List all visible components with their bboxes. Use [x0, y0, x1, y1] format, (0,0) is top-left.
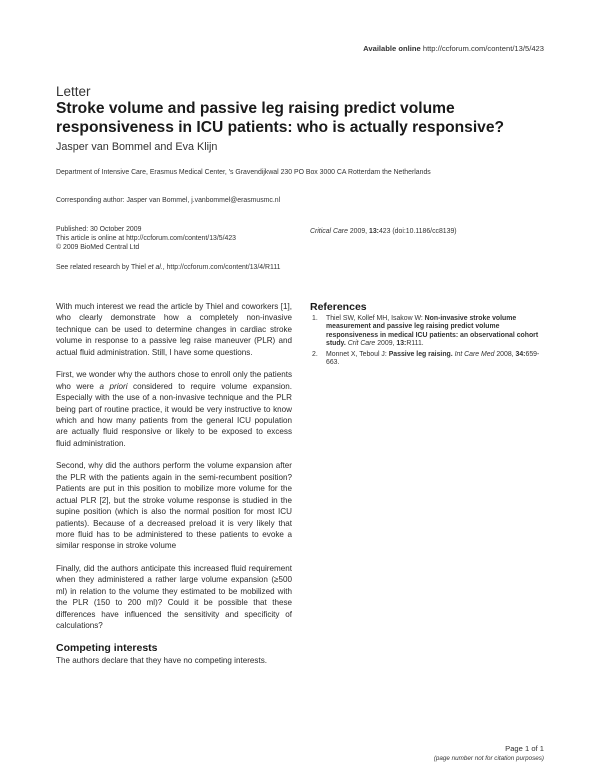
reference-journal: Int Care Med [454, 350, 495, 358]
page-note: (page number not for citation purposes) [433, 755, 544, 762]
reference-authors: Thiel SW, Kollef MH, Isakow W: [326, 315, 425, 322]
body-paragraph-1: With much interest we read the article by Thiel and coworkers [1], who clearly demonstrate how a completely non-invasive technique can be used to determine changes in cardiac stroke volume in response to a passive leg raise maneuver (PLR) and actual fluid administration. Still, I have some questions. [56, 302, 292, 357]
available-online [363, 44, 544, 53]
article-type: Letter [56, 84, 91, 99]
reference-item [310, 351, 546, 368]
available-online-url[interactable]: http://ccforum.com/content/13/5/423 [422, 44, 544, 53]
reference-volume: 34: [515, 350, 526, 358]
see-related-etal: et al. [147, 264, 163, 271]
reference-title: Passive leg raising. [388, 350, 453, 358]
references-heading: References [310, 301, 367, 313]
reference-year: 2008, [494, 350, 516, 358]
reference-volume: 13: [396, 340, 407, 348]
published-date: Published: 30 October 2009 [56, 226, 142, 233]
citation-rest: 423 (doi:10.1186/cc8139) [378, 228, 457, 235]
reference-authors: Monnet X, Teboul J: [326, 350, 389, 358]
page-footer [434, 744, 544, 764]
citation-volume: 13: [368, 228, 379, 235]
reference-year: 2009, [375, 340, 397, 348]
online-location: This article is online at http://ccforum.com/content/13/5/423 [56, 235, 237, 242]
citation-journal: Critical Care [310, 228, 348, 235]
reference-number: 2. [312, 350, 318, 358]
reference-pages: R111. [406, 340, 424, 348]
see-related-link[interactable]: , http://ccforum.com/content/13/4/R111 [162, 264, 281, 271]
body-paragraph-2 [56, 369, 292, 449]
body-paragraph-4: Finally, did the authors anticipate this increased fluid requirement when they administered a rather large volume expansion (≥500 ml) in relation to the volume they estimated to be mobilized with the PLR (150 to 200 ml)? Could it be possible that these differences have influenced the sensitivity and specificity of calculations? [56, 564, 292, 631]
a-priori-term: a priori [99, 381, 128, 391]
reference-pages: 659-663. [326, 350, 540, 367]
corresponding-author: Corresponding author: Jasper van Bommel, j.vanbommel@erasmusmc.nl [56, 197, 281, 204]
page-number: Page 1 of 1 [505, 744, 544, 753]
reference-item [310, 315, 546, 349]
citation [310, 228, 457, 235]
article-authors: Jasper van Bommel and Eva Klijn [56, 141, 218, 153]
body-paragraph-3: Second, why did the authors perform the volume expansion after the PLR with the patients again in the semi-recumbent position? Patients are put in this position to mobilize more volume for the actual PLR [2], but the stroke volume response is studied in the supine position (which is also the normal position for most ICU patients). Because of a decreased preload it is very likely that more fluid has to be administered to these patients to evoke a similar response in stroke volume [56, 461, 292, 551]
body-paragraph-2-start: First, we wonder why the authors chose to enroll only the patients who were [56, 370, 292, 391]
body-paragraph-2-end: considered to require volume expansion. Especially with the use of a non-invasive technique and the PLR being part of routine practice, it would be very instructive to know which and how many patients from the general ICU population are actually fluid responsive or likely to be exposed to excess fluid administration. [56, 381, 292, 448]
reference-title: Non-invasive stroke volume measurement and passive leg raising predict volume responsiveness in medical ICU patients: an observational cohort study. [326, 315, 539, 348]
see-related-prefix: See related research by Thiel [56, 264, 148, 271]
affiliation: Department of Intensive Care, Erasmus Medical Center, 's Gravendijkwal 230 PO Box 3000 CA Rotterdam the Netherlands [56, 169, 431, 176]
available-online-label: Available online [363, 44, 421, 53]
references-column [310, 301, 546, 369]
references-list [310, 315, 546, 367]
copyright: © 2009 BioMed Central Ltd [56, 244, 140, 251]
body-column [56, 301, 292, 667]
see-related [56, 264, 280, 271]
reference-journal: Crit Care [347, 340, 376, 348]
publication-info [56, 225, 236, 252]
article-title: Stroke volume and passive leg raising predict volume responsiveness in ICU patients: who is actually responsive? [56, 100, 505, 136]
competing-interests-text: The authors declare that they have no competing interests. [56, 656, 268, 666]
reference-number: 1. [312, 315, 318, 322]
citation-year: 2009, [347, 228, 369, 235]
competing-interests-heading: Competing interests [56, 641, 158, 654]
